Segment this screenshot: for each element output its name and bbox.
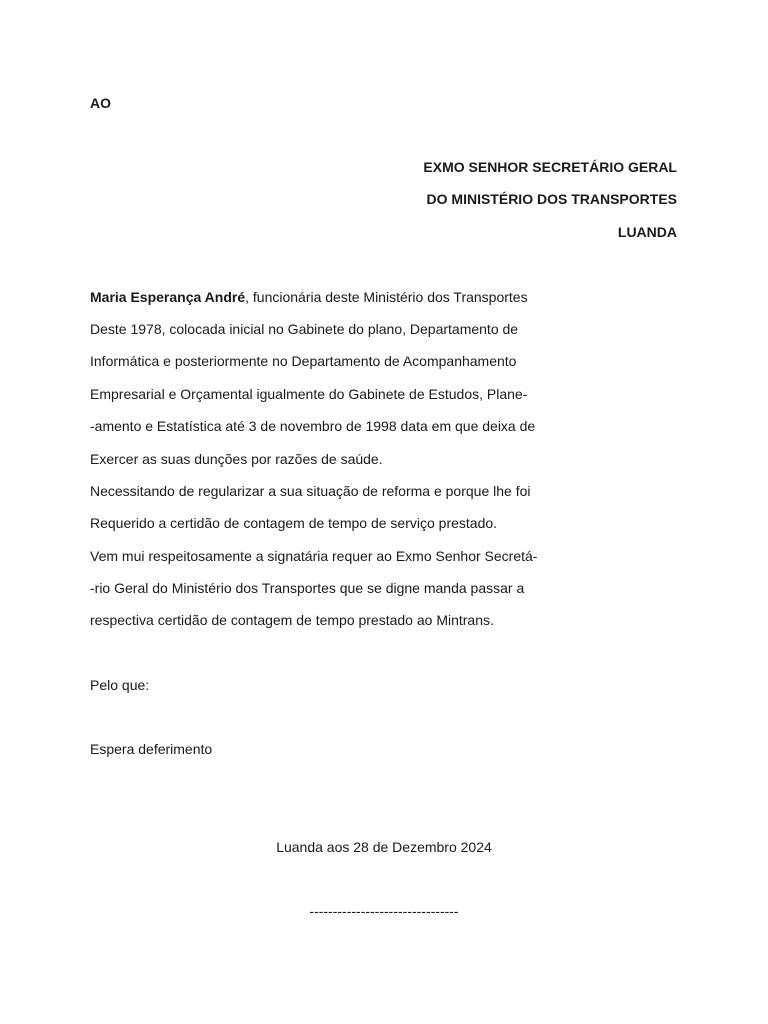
body-line-5: -amento e Estatística até 3 de novembro de 1998 data em que deixa de bbox=[90, 418, 536, 434]
body-line-9: Vem mui respeitosamente a signatária requer ao Exmo Senhor Secretá- bbox=[90, 548, 538, 564]
body-line-6: Exercer as suas dunções por razões de saúde. bbox=[90, 451, 383, 467]
body-line-4: Empresarial e Orçamental igualmente do Gabinete de Estudos, Plane- bbox=[90, 386, 528, 402]
recipient-line-1: EXMO SENHOR SECRETÁRIO GERAL bbox=[423, 159, 677, 175]
closing-pelo-que: Pelo que: bbox=[90, 677, 150, 693]
body-line-1 bbox=[90, 288, 528, 306]
recipient-line-2: DO MINISTÉRIO DOS TRANSPORTES bbox=[426, 191, 677, 207]
body-line-2: Deste 1978, colocada inicial no Gabinete do plano, Departamento de bbox=[90, 321, 519, 337]
applicant-name: Maria Esperança André bbox=[90, 289, 246, 305]
body-line-3: Informática e posteriormente no Departamento de Acompanhamento bbox=[90, 353, 517, 369]
body-line-10: -rio Geral do Ministério dos Transportes que se digne manda passar a bbox=[90, 580, 525, 596]
recipient-city: LUANDA bbox=[617, 224, 677, 240]
closing-espera-deferimento: Espera deferimento bbox=[90, 741, 213, 757]
signature-line: -------------------------------- bbox=[309, 903, 459, 919]
body-line-7: Necessitando de regularizar a sua situação de reforma e porque lhe foi bbox=[90, 483, 531, 499]
body-line-11: respectiva certidão de contagem de tempo prestado ao Mintrans. bbox=[90, 612, 494, 628]
body-line-8: Requerido a certidão de contagem de tempo de serviço prestado. bbox=[90, 515, 498, 531]
date-line: Luanda aos 28 de Dezembro 2024 bbox=[276, 839, 492, 855]
salutation: AO bbox=[90, 95, 111, 111]
body-line-1-text: , funcionária deste Ministério dos Transportes bbox=[245, 289, 528, 305]
